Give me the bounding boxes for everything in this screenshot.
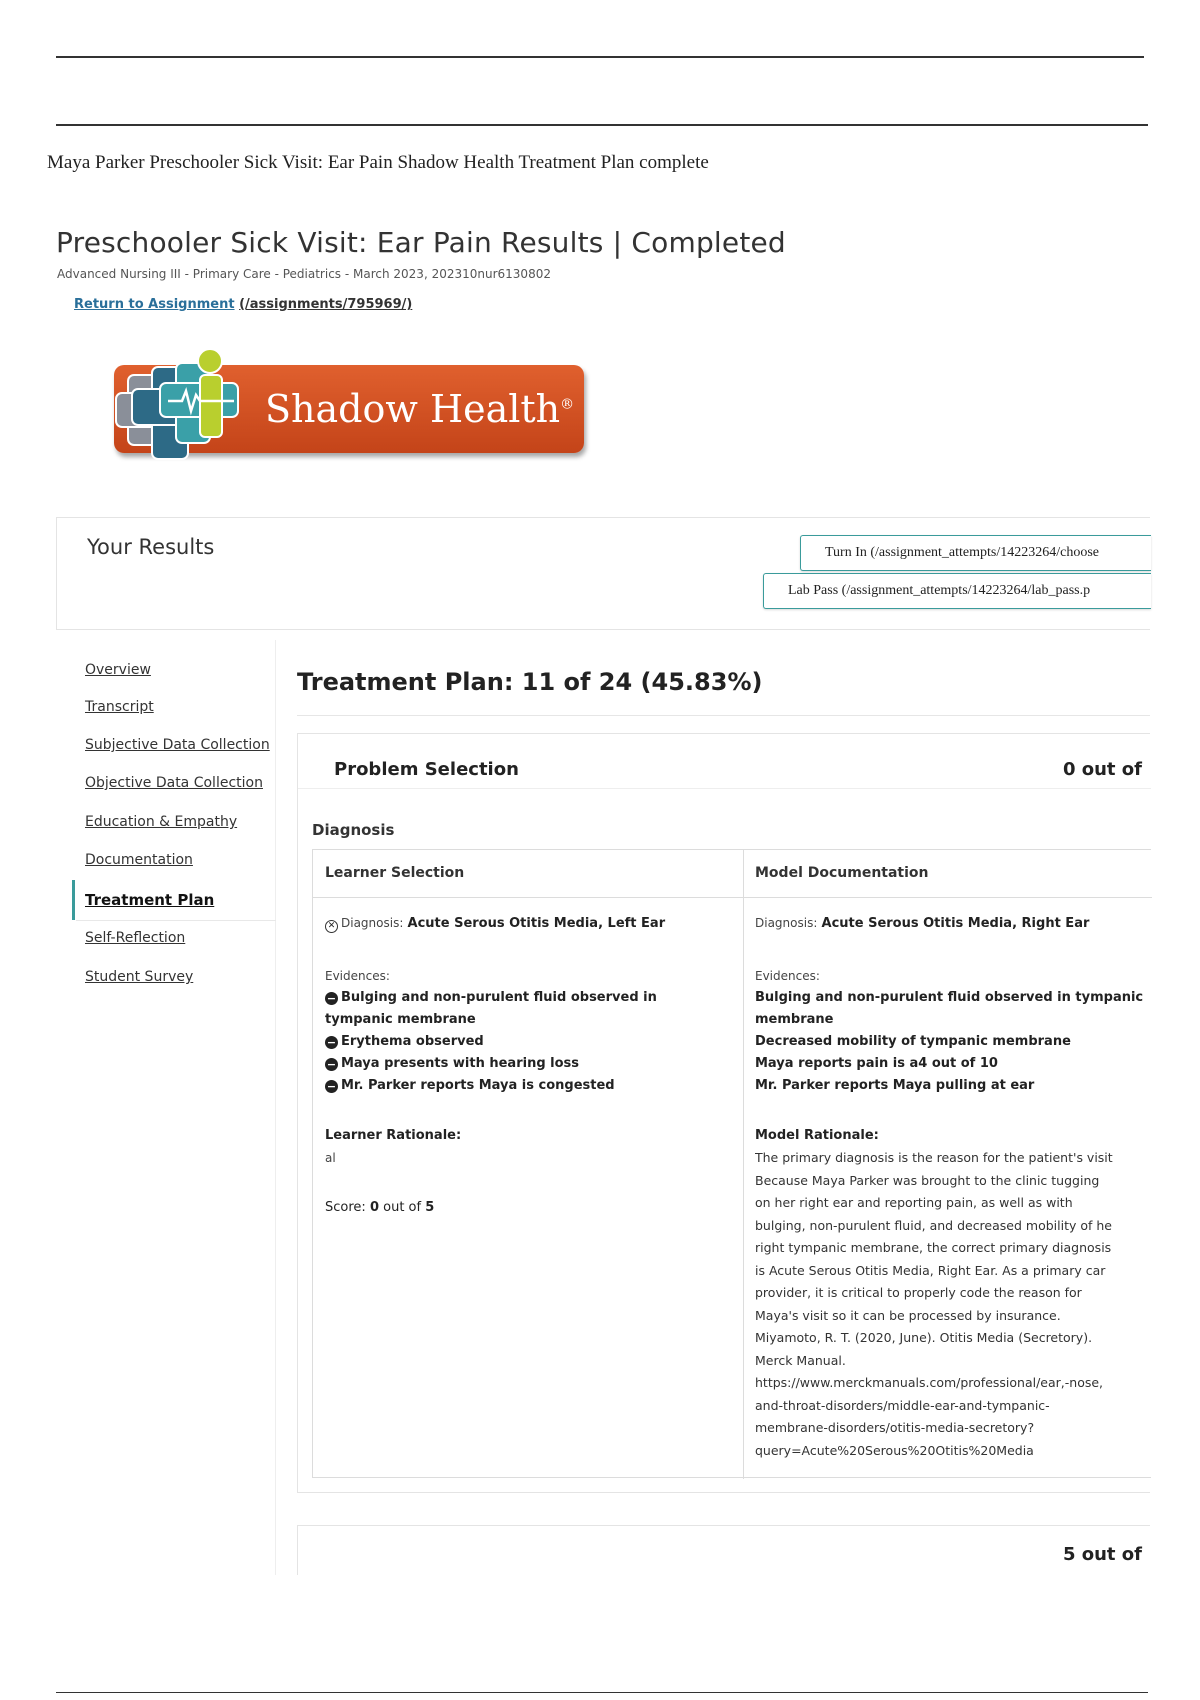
learner-evidence-item <box>325 987 735 1009</box>
learner-selection-header: Learner Selection <box>325 865 465 881</box>
lab-pass-button[interactable]: Lab Pass (/assignment_attempts/14223264/lab_pass.p <box>763 573 1151 609</box>
rationale-line: Because Maya Parker was brought to the clinic tugging <box>755 1172 1100 1188</box>
spacer <box>325 935 735 965</box>
incorrect-x-icon: ✕ <box>325 920 338 933</box>
problem-selection-title: Problem Selection <box>334 759 519 780</box>
spacer <box>325 1169 735 1197</box>
rationale-line: Merck Manual. <box>755 1352 846 1368</box>
treatment-plan-score-heading: Treatment Plan: 11 of 24 (45.83%) <box>297 668 763 696</box>
learner-evidence-text: Mr. Parker reports Maya is congested <box>341 1078 615 1093</box>
learner-evidence-text: Bulging and non-purulent fluid observed in <box>341 990 657 1005</box>
rationale-line: Maya's visit so it can be processed by insurance. <box>755 1307 1061 1323</box>
your-results-title: Your Results <box>87 535 215 559</box>
return-link-label: Return to Assignment <box>74 297 235 312</box>
sidebar-item-objective-data[interactable]: Objective Data Collection <box>85 775 263 791</box>
shadow-health-logo <box>110 345 590 470</box>
learner-diagnosis-value: Acute Serous Otitis Media, Left Ear <box>407 916 666 931</box>
active-nav-indicator <box>72 880 75 920</box>
spacer <box>325 1097 735 1125</box>
logo-text: Shadow Health <box>265 387 561 431</box>
rationale-line: bulging, non-purulent fluid, and decreased mobility of he <box>755 1217 1112 1233</box>
sidebar-item-treatment-plan[interactable]: Treatment Plan <box>85 891 215 909</box>
section-divider <box>298 788 1151 789</box>
sidebar-item-education-empathy[interactable]: Education & Empathy <box>85 814 238 830</box>
rationale-line: provider, it is critical to properly code the reason for <box>755 1285 1082 1300</box>
model-documentation-header: Model Documentation <box>755 865 929 881</box>
medical-cross-icon <box>110 345 250 470</box>
sidebar-item-subjective-data[interactable]: Subjective Data Collection <box>85 737 270 753</box>
rationale-line: Miyamoto, R. T. (2020, June). Otitis Media (Secretory). <box>755 1330 1093 1345</box>
diagnosis-label: Diagnosis <box>312 821 395 839</box>
model-evidence-text: membrane <box>755 1012 834 1027</box>
return-to-assignment-link[interactable] <box>74 297 412 312</box>
sidebar-item-self-reflection[interactable]: Self-Reflection <box>85 930 186 946</box>
rationale-line: right tympanic membrane, the correct primary diagnosis <box>755 1240 1112 1255</box>
model-diagnosis-line <box>755 912 1155 935</box>
model-evidence-text: Bulging and non-purulent fluid observed in tympanic <box>755 990 1144 1005</box>
problem-selection-card <box>297 733 1150 1493</box>
model-rationale-label: Model Rationale: <box>755 1128 879 1143</box>
column-divider <box>743 850 744 1479</box>
results-sidebar-nav <box>56 640 276 1575</box>
minus-circle-icon: − <box>326 1036 337 1049</box>
rationale-link-line[interactable]: and-throat-disorders/middle-ear-and-tympanic- <box>755 1397 1050 1413</box>
score-mid: out of <box>383 1200 422 1215</box>
learner-evidence-text: Erythema observed <box>341 1034 484 1049</box>
model-diagnosis-value: Acute Serous Otitis Media, Right Ear <box>821 916 1090 931</box>
score-value: 0 <box>369 1200 379 1215</box>
score-total: 5 <box>425 1200 435 1215</box>
next-section-card <box>297 1525 1150 1575</box>
learner-evidence-text: Maya presents with hearing loss <box>341 1056 580 1071</box>
logo-wordmark <box>265 387 574 431</box>
model-documentation-cell <box>755 912 1155 1462</box>
turn-in-button[interactable]: Turn In (/assignment_attempts/14223264/choose <box>800 535 1151 571</box>
learner-diagnosis-prefix: Diagnosis: <box>341 916 404 930</box>
learner-diagnosis-line <box>325 912 735 935</box>
return-link-url: (/assignments/795969/) <box>239 297 413 312</box>
learner-rationale-label: Learner Rationale: <box>325 1128 462 1143</box>
sidebar-item-transcript[interactable]: Transcript <box>85 699 154 715</box>
diagnosis-table <box>312 849 1151 1478</box>
heading-divider <box>297 715 1150 716</box>
rationale-line: is Acute Serous Otitis Media, Right Ear. As a primary car <box>755 1262 1106 1278</box>
next-section-score: 5 out of <box>1062 1544 1142 1565</box>
results-header-card <box>56 517 1150 630</box>
minus-circle-icon: − <box>326 1058 337 1071</box>
problem-selection-score: 0 out of <box>1062 759 1142 780</box>
learner-evidences-label: Evidences: <box>325 969 390 983</box>
header-row-divider <box>313 897 1152 898</box>
document-title: Maya Parker Preschooler Sick Visit: Ear Pain Shadow Health Treatment Plan complete <box>47 152 709 173</box>
learner-evidence-item <box>325 1075 735 1097</box>
rationale-line: The primary diagnosis is the reason for the patient's visit <box>755 1150 1113 1165</box>
page-title: Preschooler Sick Visit: Ear Pain Results | Completed <box>56 226 786 259</box>
model-evidences-label: Evidences: <box>755 969 820 983</box>
learner-rationale-text: al <box>325 1151 336 1165</box>
score-prefix: Score: <box>325 1200 366 1215</box>
spacer <box>755 935 1155 965</box>
spacer <box>755 1097 1155 1125</box>
rationale-link-line[interactable]: https://www.merckmanuals.com/professional/ear,-nose, <box>755 1375 1104 1390</box>
rationale-link-line[interactable]: membrane-disorders/otitis-media-secretory? <box>755 1420 1035 1435</box>
learner-evidence-item <box>325 1053 735 1075</box>
footer-rule <box>56 1692 1148 1693</box>
learner-score <box>325 1197 735 1219</box>
nav-divider <box>76 920 276 921</box>
learner-evidence-continuation: tympanic membrane <box>325 1012 476 1027</box>
header-rule <box>56 124 1148 126</box>
model-rationale-text <box>755 1147 1155 1462</box>
learner-evidence-item <box>325 1031 735 1053</box>
sidebar-item-documentation[interactable]: Documentation <box>85 852 193 868</box>
model-diagnosis-prefix: Diagnosis: <box>755 916 818 930</box>
model-evidence-text: Decreased mobility of tympanic membrane <box>755 1034 1071 1049</box>
registered-mark: ® <box>560 396 575 413</box>
model-evidence-text: Maya reports pain is a4 out of 10 <box>755 1056 998 1071</box>
learner-selection-cell <box>325 912 735 1219</box>
top-rule <box>56 56 1144 58</box>
sidebar-item-student-survey[interactable]: Student Survey <box>85 969 194 985</box>
minus-circle-icon: − <box>326 1080 337 1093</box>
rationale-link-line[interactable]: query=Acute%20Serous%20Otitis%20Media <box>755 1442 1034 1458</box>
model-evidence-text: Mr. Parker reports Maya pulling at ear <box>755 1078 1035 1093</box>
minus-circle-icon: − <box>326 992 337 1005</box>
course-subtitle: Advanced Nursing III - Primary Care - Pediatrics - March 2023, 202310nur6130802 <box>57 267 551 281</box>
sidebar-item-overview[interactable]: Overview <box>85 662 151 678</box>
rationale-line: on her right ear and reporting pain, as well as with <box>755 1195 1073 1210</box>
